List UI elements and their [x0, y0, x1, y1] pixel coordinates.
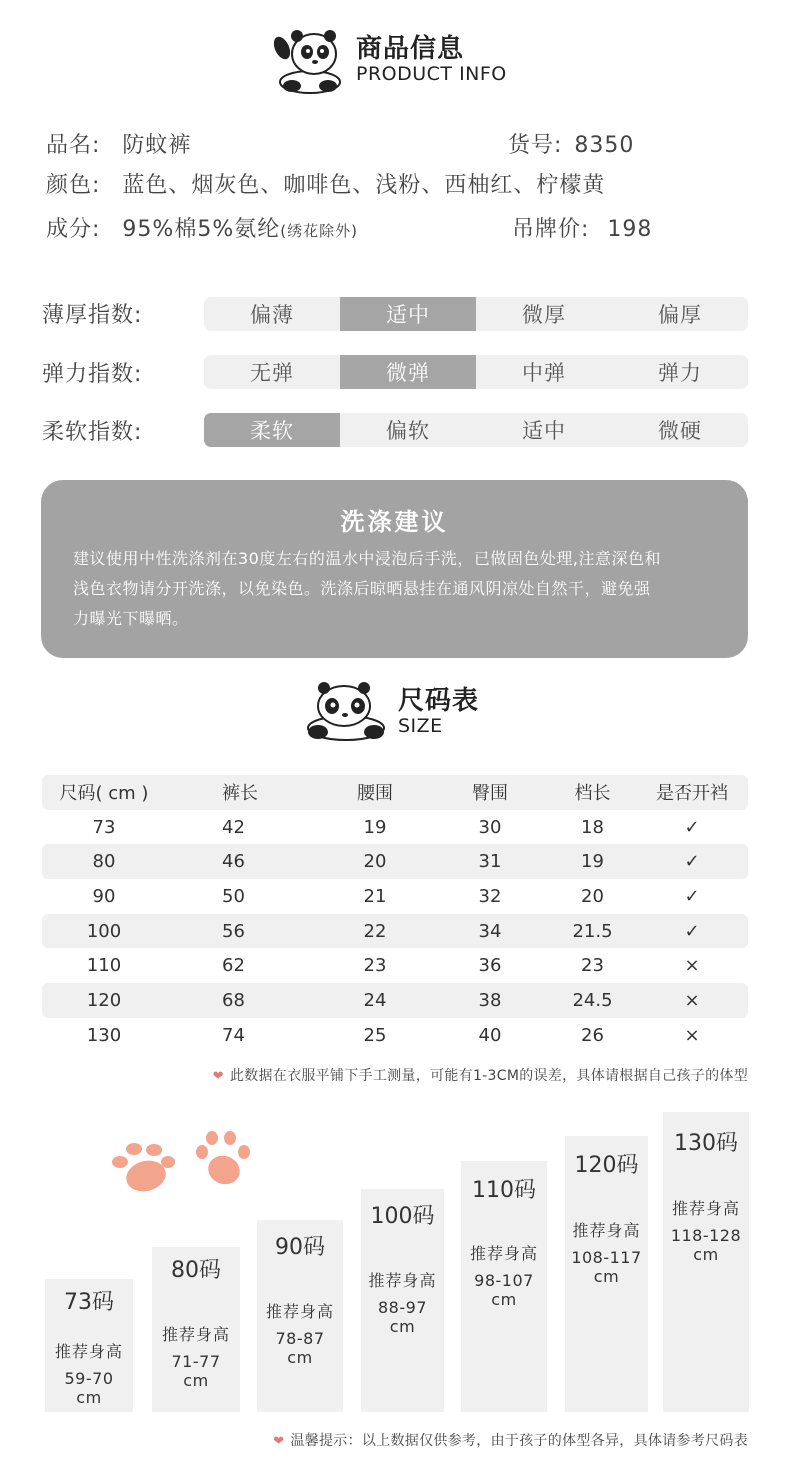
table-header: 档长	[574, 783, 611, 805]
thickness-index-bar	[204, 297, 748, 331]
table-header-row	[42, 775, 748, 810]
thickness-option-selected: 适中	[340, 297, 476, 331]
height-range: 98-107	[474, 1271, 534, 1290]
thickness-option: 偏薄	[250, 303, 294, 327]
thickness-option: 偏厚	[658, 303, 702, 327]
height-size: 90码	[275, 1235, 325, 1260]
softness-option-selected: 柔软	[204, 413, 340, 447]
cross-icon: ×	[684, 1024, 700, 1046]
table-cell: 42	[222, 816, 245, 838]
thickness-option: 微厚	[522, 303, 566, 327]
height-unit: cm	[593, 1267, 620, 1286]
height-size: 80码	[171, 1258, 221, 1283]
bottom-note-text: 温馨提示：以上数据仅供参考，由于孩子的体型各异，具体请参考尺码表	[290, 1433, 748, 1449]
table-cell: 19	[581, 851, 604, 873]
height-unit: cm	[693, 1245, 719, 1264]
table-cell: 46	[222, 851, 245, 873]
item-number-row	[508, 128, 634, 159]
table-cell: 18	[581, 816, 604, 838]
table-cell: 23	[581, 955, 604, 977]
size-title: 尺码表	[398, 686, 480, 717]
table-cell: 36	[478, 955, 502, 977]
item-number-label: 货号:	[508, 133, 563, 158]
height-range: 59-70	[64, 1369, 114, 1388]
elasticity-option: 中弹	[522, 361, 566, 385]
name-label: 品名:	[46, 133, 101, 158]
cross-icon: ×	[684, 955, 700, 977]
check-icon: ✓	[684, 816, 700, 838]
height-unit: cm	[287, 1348, 313, 1367]
wash-line: 建议使用中性洗涤剂在30度左右的温水中浸泡后手洗，已做固色处理,注意深色和	[73, 549, 661, 568]
table-cell: 50	[222, 885, 245, 907]
table-cell: 110	[86, 955, 122, 977]
height-label: 推荐身高	[671, 1199, 740, 1218]
softness-index-label: 柔软指数:	[42, 420, 143, 445]
elasticity-option-selected: 微弹	[340, 355, 476, 389]
height-column	[361, 1189, 444, 1412]
height-label: 推荐身高	[572, 1221, 641, 1240]
height-range: 71-77	[171, 1352, 221, 1371]
table-cell: 30	[478, 816, 502, 838]
name-row	[46, 128, 191, 159]
panda-lying-icon	[298, 680, 390, 744]
height-size: 130码	[674, 1131, 738, 1156]
check-icon: ✓	[684, 885, 700, 907]
height-unit: cm	[491, 1290, 517, 1309]
table-note	[213, 1065, 748, 1085]
table-header: 尺码( cm )	[59, 783, 149, 805]
height-size: 100码	[370, 1204, 435, 1229]
table-cell: 80	[92, 851, 116, 873]
size-subtitle: SIZE	[398, 714, 443, 737]
height-unit: cm	[389, 1317, 416, 1336]
size-header	[298, 680, 479, 744]
table-cell: 31	[478, 851, 502, 873]
price-row	[512, 212, 652, 243]
height-label: 推荐身高	[265, 1302, 334, 1321]
table-cell: 56	[222, 920, 245, 942]
paw-icon	[192, 1130, 252, 1190]
material-value: 95%棉5%氨纶	[122, 217, 281, 242]
product-info-header	[270, 24, 507, 96]
table-row	[42, 948, 748, 983]
height-column	[565, 1136, 648, 1412]
wash-text	[73, 544, 718, 634]
table-row	[42, 810, 748, 845]
table-cell: 32	[478, 885, 502, 907]
table-row	[42, 914, 748, 949]
table-cell: 26	[581, 1024, 604, 1046]
softness-option: 适中	[522, 419, 566, 443]
table-cell: 62	[222, 955, 245, 977]
height-unit: cm	[183, 1371, 209, 1390]
height-size: 120码	[574, 1153, 639, 1178]
bottom-note	[273, 1430, 748, 1450]
table-cell: 20	[581, 885, 604, 907]
table-cell: 73	[92, 816, 116, 838]
price-label: 吊牌价:	[512, 217, 590, 242]
table-cell: 34	[478, 920, 502, 942]
size-table	[42, 775, 748, 1053]
paw-icon	[108, 1140, 178, 1196]
height-column	[461, 1161, 547, 1412]
table-cell: 23	[363, 955, 387, 977]
table-row	[42, 879, 748, 914]
table-cell: 90	[92, 885, 116, 907]
table-cell: 24	[363, 989, 387, 1011]
wash-title: 洗涤建议	[340, 508, 449, 536]
softness-option: 偏软	[386, 419, 430, 443]
wash-line: 力曝光下曝晒。	[73, 609, 189, 628]
softness-option: 微硬	[658, 419, 702, 443]
table-note-text: 此数据在衣服平铺下手工测量，可能有1-3CM的误差，具体请根据自己孩子的体型	[229, 1068, 748, 1084]
wash-instructions-box	[41, 480, 748, 658]
table-cell: 130	[86, 1024, 122, 1046]
table-cell: 21.5	[572, 920, 613, 942]
table-cell: 25	[363, 1024, 387, 1046]
elasticity-index-label: 弹力指数:	[42, 362, 143, 387]
height-unit: cm	[76, 1388, 102, 1407]
height-label: 推荐身高	[368, 1271, 437, 1290]
table-cell: 40	[478, 1024, 502, 1046]
table-row	[42, 1018, 748, 1053]
table-cell: 20	[363, 851, 387, 873]
table-cell: 21	[363, 885, 387, 907]
product-info-title: 商品信息	[356, 34, 465, 65]
elasticity-option: 弹力	[658, 361, 702, 385]
product-info-subtitle: PRODUCT INFO	[356, 62, 507, 85]
table-cell: 19	[363, 816, 387, 838]
table-header: 腰围	[357, 783, 393, 805]
height-size: 110码	[472, 1178, 536, 1203]
elasticity-option: 无弹	[250, 361, 294, 385]
table-cell: 24.5	[572, 989, 613, 1011]
height-label: 推荐身高	[469, 1244, 538, 1263]
table-header: 是否开裆	[656, 783, 728, 805]
height-column	[152, 1247, 240, 1412]
table-header: 裤长	[222, 783, 258, 805]
height-range: 108-117	[571, 1248, 642, 1267]
height-range: 118-128	[670, 1226, 742, 1245]
material-row	[46, 212, 358, 243]
heart-icon: ❤	[273, 1434, 285, 1449]
table-cell: 100	[86, 920, 122, 942]
check-icon: ✓	[684, 851, 700, 873]
wash-line: 浅色衣物请分开洗涤，以免染色。洗涤后晾晒悬挂在通风阴凉处自然干，避免强	[73, 579, 651, 598]
elasticity-index-bar	[204, 355, 748, 389]
height-column	[257, 1220, 343, 1412]
material-label: 成分:	[46, 217, 101, 242]
material-note: (绣花除外)	[280, 222, 358, 240]
height-label: 推荐身高	[161, 1325, 230, 1344]
table-row	[42, 844, 748, 879]
height-label: 推荐身高	[54, 1342, 123, 1361]
table-cell: 74	[222, 1024, 245, 1046]
table-cell: 38	[478, 989, 502, 1011]
table-cell: 22	[363, 920, 387, 942]
color-value: 蓝色、烟灰色、咖啡色、浅粉、西柚红、柠檬黄	[122, 173, 606, 198]
name-value: 防蚊裤	[122, 133, 192, 158]
color-row	[46, 168, 605, 199]
check-icon: ✓	[684, 920, 700, 942]
table-cell: 68	[222, 989, 245, 1011]
height-range: 78-87	[275, 1329, 325, 1348]
cross-icon: ×	[684, 989, 700, 1011]
height-column	[45, 1279, 133, 1412]
table-header: 臀围	[472, 783, 508, 805]
item-number-value: 8350	[574, 133, 635, 158]
thickness-index-label: 薄厚指数:	[42, 303, 143, 328]
heart-icon: ❤	[212, 1069, 224, 1084]
panda-icon	[270, 24, 352, 96]
height-size: 73码	[64, 1290, 114, 1315]
price-value: 198	[607, 217, 653, 242]
table-row	[42, 983, 748, 1018]
table-cell: 120	[86, 989, 122, 1011]
height-range: 88-97	[378, 1298, 427, 1317]
height-column	[663, 1112, 749, 1412]
color-label: 颜色:	[46, 173, 101, 198]
softness-index-bar	[204, 413, 748, 447]
